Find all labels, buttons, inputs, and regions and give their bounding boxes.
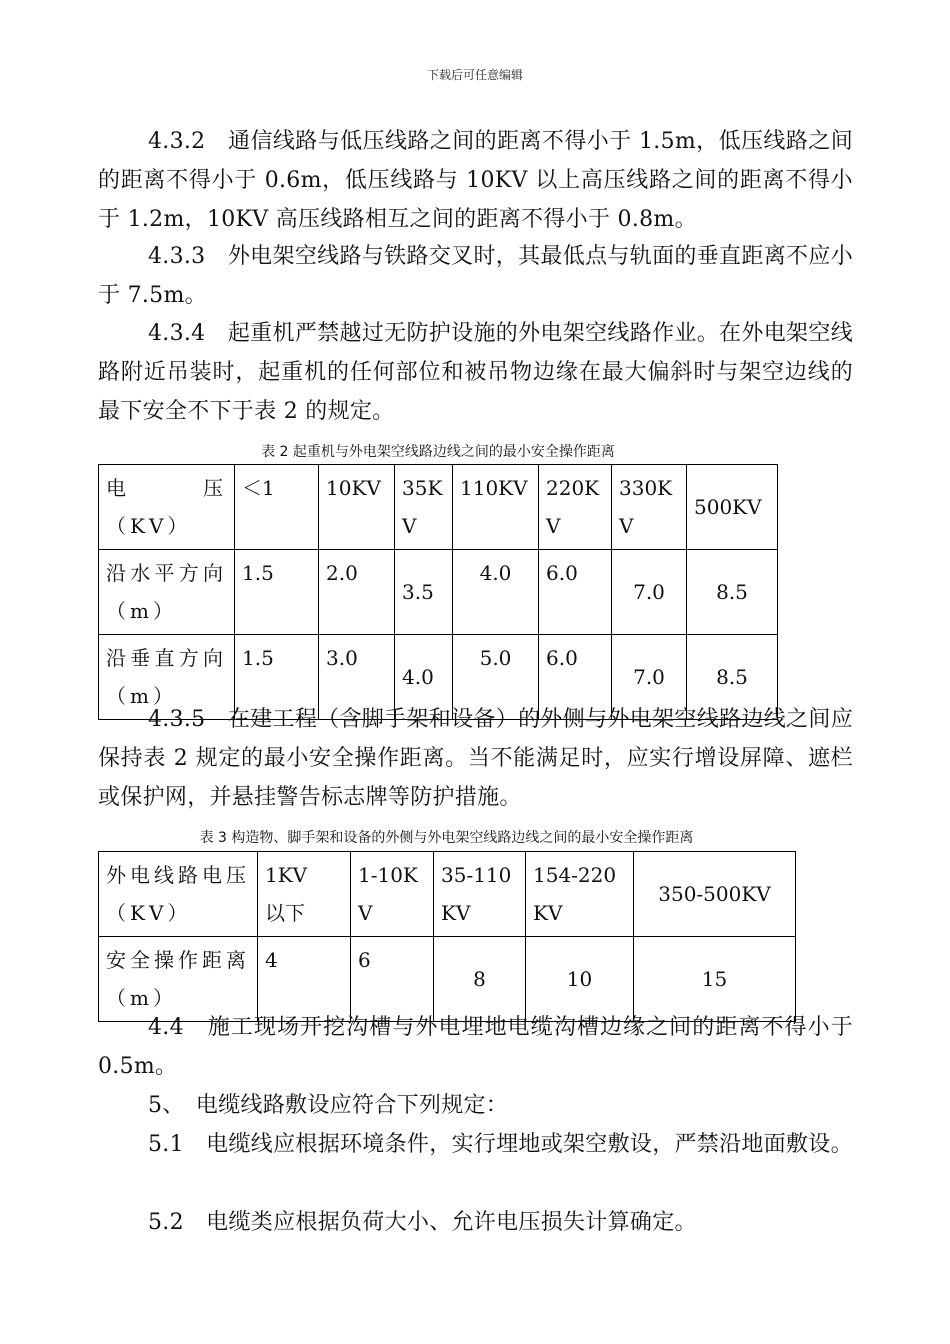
table3-header-cell: 154-220KV <box>526 852 634 937</box>
section-5-1: 5.1 电缆线应根据环境条件，实行埋地或架空敷设，严禁沿地面敷设。 <box>148 1132 853 1157</box>
table-cell: 6.0 <box>539 550 612 635</box>
section-4-3-3: 4.3.3 外电架空线路与铁路交叉时，其最低点与轨面的垂直距离不应小于 7.5m。 <box>98 244 853 308</box>
table3-header-row <box>99 852 796 937</box>
table-cell: 1.5 <box>235 550 319 635</box>
section-5-2: 5.2 电缆类应根据负荷大小、允许电压损失计算确定。 <box>148 1210 697 1235</box>
table2-header-cell: 500KV <box>687 465 778 550</box>
table2-header-cell: ＜1 <box>235 465 319 550</box>
table-cell: 15 <box>634 937 796 1022</box>
table2-header-cell: 110KV <box>453 465 539 550</box>
table3-header-cell: 350-500KV <box>634 852 796 937</box>
table-cell: 8.5 <box>687 635 778 720</box>
table-cell: 4.0 <box>453 550 539 635</box>
table-cell: 8 <box>434 937 526 1022</box>
table3-header-cell: 1KV 以下 <box>258 852 351 937</box>
table-cell: 3.5 <box>395 550 453 635</box>
table2-header-voltage: 电 压（KV） <box>99 465 235 550</box>
table3-caption: 表 3 构造物、脚手架和设备的外侧与外电架空线路边线之间的最小安全操作距离 <box>199 830 694 846</box>
table2-header-cell: 220KV <box>539 465 612 550</box>
section-4-4: 4.4 施工现场开挖沟槽与外电埋地电缆沟槽边缘之间的距离不得小于 0.5m。 <box>98 1015 853 1079</box>
table3-header-voltage: 外电线路电压（KV） <box>99 852 258 937</box>
table3-header-cell: 1-10KV <box>351 852 434 937</box>
table2-row-label: 沿水平方向（m） <box>99 550 235 635</box>
table-cell: 4.0 <box>395 635 453 720</box>
section-4-3-4: 4.3.4 起重机严禁越过无防护设施的外电架空线路作业。在外电架空线路附近吊装时，起重机的任何部位和被吊物边缘在最大偏斜时与架空边线的最下安全不下于表 2 的规定。 <box>98 321 853 424</box>
table-cell: 8.5 <box>687 550 778 635</box>
table-cell: 5.0 <box>453 635 539 720</box>
table-cell: 2.0 <box>319 550 395 635</box>
table-cell: 10 <box>526 937 634 1022</box>
section-4-3-5: 4.3.5 在建工程（含脚手架和设备）的外侧与外电架空线路边线之间应保持表 2 规定的最小安全操作距离。当不能满足时，应实行增设屏障、遮栏或保护网，并悬挂警告标志牌等防护措施。 <box>98 707 853 810</box>
table3-header-cell: 35-110KV <box>434 852 526 937</box>
table-cell: 7.0 <box>612 550 687 635</box>
table2-header-cell: 10KV <box>319 465 395 550</box>
table-row <box>99 550 778 635</box>
table-cell: 6.0 <box>539 635 612 720</box>
section-4-3-2: 4.3.2 通信线路与低压线路之间的距离不得小于 1.5m，低压线路之间的距离不得小于 0.6m，低压线路与 10KV 以上高压线路之间的距离不得小于 1.2m，10KV 高压线路相互之间的距离不得小于 0.8m。 <box>98 129 853 232</box>
table2-header-cell: 35KV <box>395 465 453 550</box>
table-cell: 6 <box>351 937 434 1022</box>
table2 <box>98 464 778 720</box>
table-cell: 1.5 <box>235 635 319 720</box>
table3 <box>98 851 796 1022</box>
table2-header-row <box>99 465 778 550</box>
table2-caption: 表 2 起重机与外电架空线路边线之间的最小安全操作距离 <box>261 444 615 460</box>
table-cell: 7.0 <box>612 635 687 720</box>
table3-row-label: 安全操作距离（m） <box>99 937 258 1022</box>
table2-header-cell: 330KV <box>612 465 687 550</box>
page-header: 下载后可任意编辑 <box>426 68 523 82</box>
table-cell: 4 <box>258 937 351 1022</box>
table-cell: 3.0 <box>319 635 395 720</box>
table2-row-label: 沿垂直方向（m） <box>99 635 235 720</box>
section-5: 5、 电缆线路敷设应符合下列规定： <box>148 1093 509 1118</box>
